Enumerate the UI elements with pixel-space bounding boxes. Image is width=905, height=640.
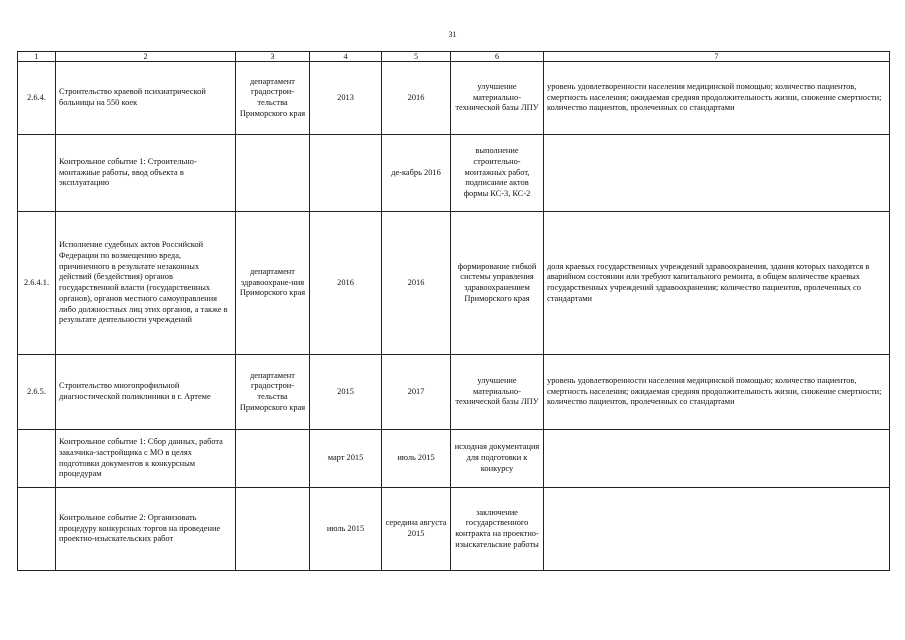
start-date: 2015 (310, 355, 382, 430)
activity-name: Контрольное событие 1: Строительно-монтажные работы, ввод объекта в эксплуатацию (56, 135, 236, 212)
executor: департамент градострои-тельства Приморского края (236, 62, 310, 135)
table-row (18, 430, 890, 488)
start-date: 2016 (310, 212, 382, 355)
end-date: 2016 (382, 62, 451, 135)
item-number: 2.6.4.1. (18, 212, 56, 355)
activity-name: Контрольное событие 2: Организовать процедуру конкурсных торгов на проведение проектно-изыскательских работ (56, 488, 236, 571)
column-header: 4 (310, 52, 382, 62)
page-number: 31 (448, 30, 457, 39)
indicators: уровень удовлетворенности населения медицинской помощью; количество пациентов, смертность населения; ожидаемая средняя продолжительность жизни, снижение смертности; количество пациентов, пролеченных со стандартами (544, 62, 890, 135)
end-date: де-кабрь 2016 (382, 135, 451, 212)
end-date: 2016 (382, 212, 451, 355)
indicators (544, 430, 890, 488)
executor: департамент градострои-тельства Приморского края (236, 355, 310, 430)
table-row (18, 135, 890, 212)
start-date: июль 2015 (310, 488, 382, 571)
expected-result: заключение государственного контракта на проектно-изыскательские работы (451, 488, 544, 571)
indicators (544, 488, 890, 571)
end-date: июль 2015 (382, 430, 451, 488)
end-date: 2017 (382, 355, 451, 430)
activity-name: Исполнение судебных актов Российской Федерации по возмещению вреда, причиненного в результате незаконных действий (бездействия) органов государственной власти (государственных органов), органов местного самоуправления либо должностных лиц этих органов, а также в результате деятельности учреждений (56, 212, 236, 355)
table-row (18, 355, 890, 430)
column-header: 7 (544, 52, 890, 62)
expected-result: улучшение материально-технической базы ЛПУ (451, 355, 544, 430)
start-date: 2013 (310, 62, 382, 135)
activity-name: Строительство краевой психиатрической больницы на 550 коек (56, 62, 236, 135)
activity-name: Строительство многопрофильной диагностической поликлиники в г. Артеме (56, 355, 236, 430)
column-header: 1 (18, 52, 56, 62)
executor: департамент здравоохране-ния Приморского края (236, 212, 310, 355)
executor (236, 488, 310, 571)
start-date: март 2015 (310, 430, 382, 488)
expected-result: формирование гибкой системы управления здравоохранением Приморского края (451, 212, 544, 355)
activity-name: Контрольное событие 1: Сбор данных, работа заказчика-застройщика с МО в целях подготовки документов к конкурсным процедурам (56, 430, 236, 488)
table-row (18, 212, 890, 355)
indicators: доля краевых государственных учреждений здравоохранения, здания которых находятся в аварийном состоянии или требуют капитального ремонта, в общем количестве краевых государственных учреждений здравоохранения; количество пациентов, пролеченных со стандартами (544, 212, 890, 355)
expected-result: выполнение строительно-монтажных работ, подписание актов формы КС-3, КС-2 (451, 135, 544, 212)
column-header: 3 (236, 52, 310, 62)
indicators (544, 135, 890, 212)
executor (236, 430, 310, 488)
item-number: 2.6.5. (18, 355, 56, 430)
start-date (310, 135, 382, 212)
item-number (18, 488, 56, 571)
activities-table (17, 51, 890, 571)
indicators: уровень удовлетворенности населения медицинской помощью; количество пациентов, смертность населения; ожидаемая средняя продолжительность жизни, снижение смертности; количество пациентов, пролеченных со стандартами (544, 355, 890, 430)
column-numbers-row (18, 52, 890, 62)
end-date: середина августа 2015 (382, 488, 451, 571)
table-row (18, 488, 890, 571)
expected-result: исходная документация для подготовки к конкурсу (451, 430, 544, 488)
item-number (18, 135, 56, 212)
table-row (18, 62, 890, 135)
expected-result: улучшение материально-технической базы ЛПУ (451, 62, 544, 135)
executor (236, 135, 310, 212)
column-header: 5 (382, 52, 451, 62)
column-header: 2 (56, 52, 236, 62)
item-number: 2.6.4. (18, 62, 56, 135)
column-header: 6 (451, 52, 544, 62)
item-number (18, 430, 56, 488)
